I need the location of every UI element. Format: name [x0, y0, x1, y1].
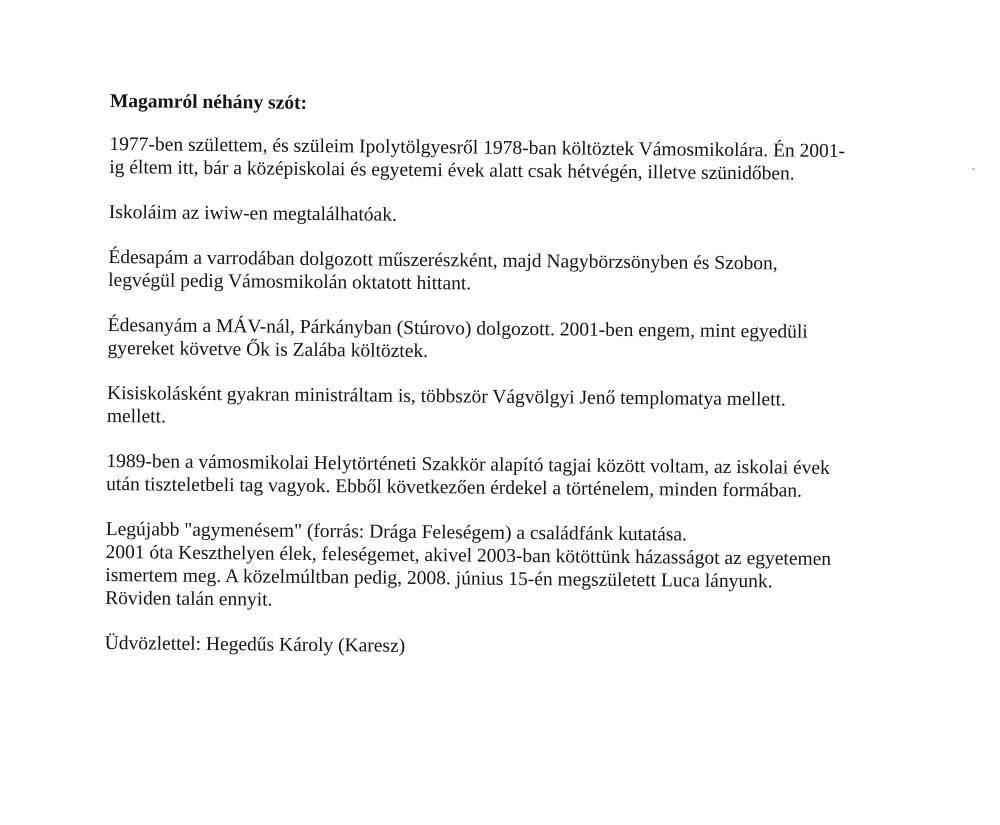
- paragraph-father: [108, 246, 898, 300]
- text-line: gyereket követve Ők is Zalába költöztek.: [107, 337, 429, 363]
- paragraph-family: [105, 518, 896, 618]
- text-line: mellett.: [106, 405, 166, 428]
- paragraph-birth: [109, 133, 899, 187]
- text-line: Legújabb "agymenésem" (forrás: Drága Feleségem) a családfánk kutatása.: [105, 518, 688, 546]
- paragraph-schools: [109, 201, 899, 232]
- text-line: Röviden talán ennyit.: [105, 587, 273, 611]
- text-line: legvégül pedig Vámosmikolán oktatott hittant.: [108, 269, 472, 295]
- letter-body: [104, 90, 900, 685]
- text-line: 1977-ben születtem, és szüleim Ipolytölgyesről 1978-ban költöztek Vámosmikolára. Én 2001-: [109, 133, 846, 163]
- paragraph-ministrant: [107, 382, 897, 436]
- text-line: Iskoláim az iwiw-en megtalálhatóak.: [108, 201, 397, 226]
- letter-heading: Magamról néhány szót:: [109, 90, 308, 114]
- text-line: után tiszteletbeli tag vagyok. Ebből következően érdekel a történelem, minden formában.: [106, 473, 803, 502]
- text-line: Édesapám a varrodában dolgozott műszerészként, majd Nagybörzsönyben és Szobon,: [108, 246, 778, 275]
- text-line: ismertem meg. A közelmúltban pedig, 2008. június 15-én megszületett Luca lányunk.: [105, 564, 773, 593]
- signature-line: Üdvözlettel: Hegedűs Károly (Karesz): [104, 632, 406, 657]
- text-line: 2001 óta Keszthelyen élek, feleségemet, akivel 2003-ban kötöttünk házasságot az egyetemen: [105, 541, 832, 570]
- paragraph-history-club: [106, 450, 896, 504]
- text-line: Édesanyám a MÁV-nál, Párkányban (Stúrovo) dolgozott. 2001-ben engem, mint egyedüli: [107, 314, 808, 343]
- text-line: Kisiskolásként gyakran ministráltam is, többször Vágvölgyi Jenő templomatya mellett.: [106, 382, 786, 411]
- paragraph-signature: [105, 632, 895, 663]
- text-line: ig éltem itt, bár a középiskolai és egyetemi évek alatt csak hétvégén, illetve szünidőben.: [109, 156, 795, 185]
- paragraph-mother: [107, 314, 897, 368]
- text-line: 1989-ben a vámosmikolai Helytörténeti Szakkör alapító tagjai között voltam, az iskolai évek: [106, 450, 830, 479]
- scan-speck: [972, 168, 975, 170]
